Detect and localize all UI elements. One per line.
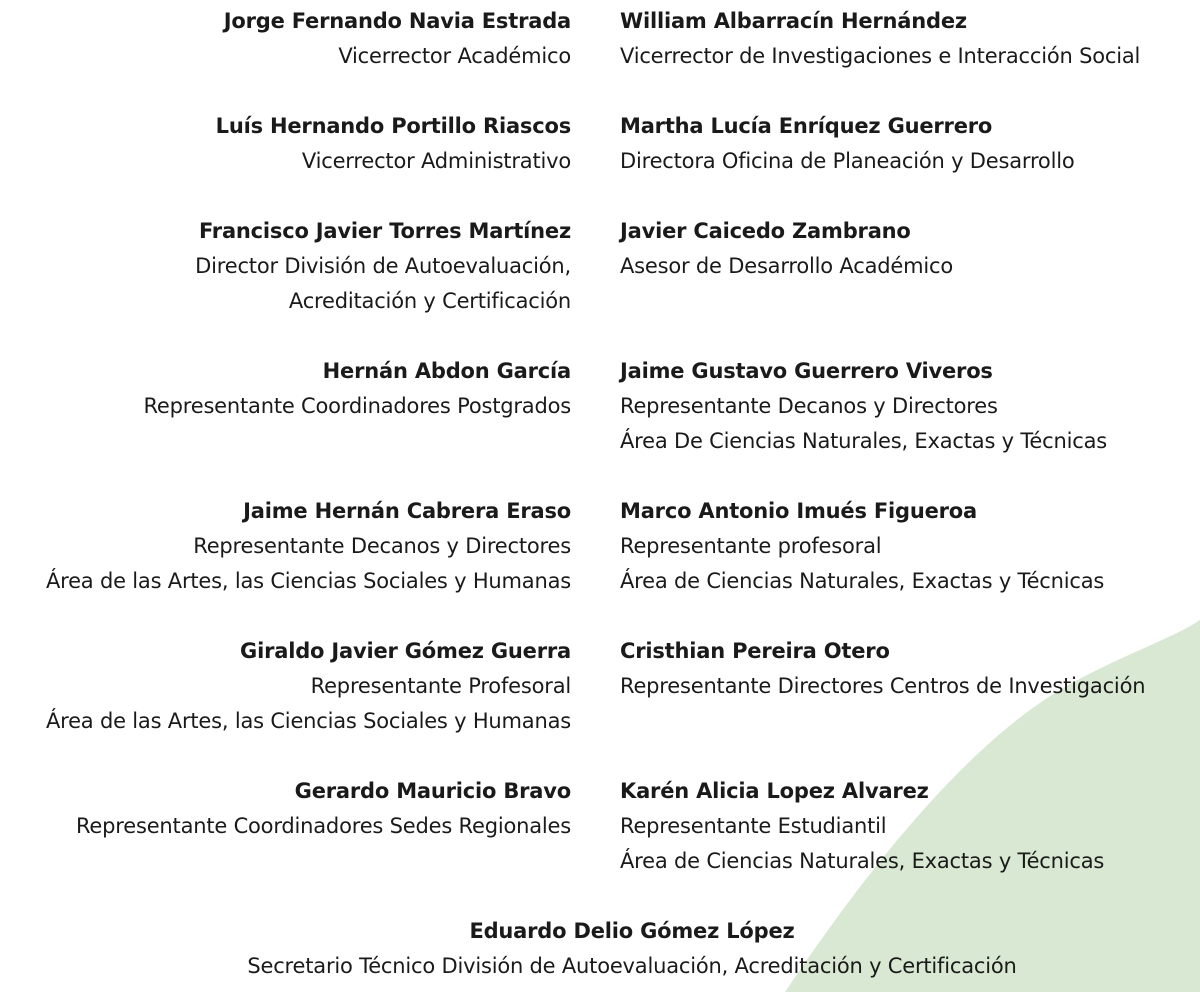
member-role: Área de Ciencias Naturales, Exactas y Técnicas (620, 569, 1105, 593)
member-entry-left (46, 634, 571, 739)
member-name: Javier Caicedo Zambrano (620, 219, 911, 243)
member-role: Vicerrector Académico (338, 44, 571, 68)
member-entry-right (620, 109, 1075, 179)
member-role: Director División de Autoevaluación, (195, 254, 571, 278)
member-entry-right (620, 214, 953, 284)
member-role: Representante Directores Centros de Investigación (620, 674, 1146, 698)
member-name: Giraldo Javier Gómez Guerra (240, 639, 571, 663)
secretary-entry (0, 914, 1200, 984)
member-role: Representante profesoral (620, 534, 882, 558)
member-role: Vicerrector Administrativo (301, 149, 571, 173)
member-role: Representante Decanos y Directores (620, 394, 998, 418)
member-entry-right (620, 354, 1107, 459)
member-role: Área De Ciencias Naturales, Exactas y Técnicas (620, 429, 1107, 453)
member-role: Representante Decanos y Directores (193, 534, 571, 558)
member-name: Francisco Javier Torres Martínez (199, 219, 571, 243)
member-entry-left (143, 354, 571, 424)
member-name: William Albarracín Hernández (620, 9, 967, 33)
member-name: Luís Hernando Portillo Riascos (215, 114, 571, 138)
member-name: Cristhian Pereira Otero (620, 639, 890, 663)
member-entry-left (76, 774, 571, 844)
member-name: Hernán Abdon García (322, 359, 571, 383)
member-role: Área de Ciencias Naturales, Exactas y Técnicas (620, 849, 1105, 873)
member-role: Representante Coordinadores Postgrados (143, 394, 571, 418)
member-name: Jorge Fernando Navia Estrada (223, 9, 571, 33)
member-name: Karén Alicia Lopez Alvarez (620, 779, 929, 803)
member-role: Área de las Artes, las Ciencias Sociales y Humanas (45, 709, 571, 733)
member-role: Representante Profesoral (310, 674, 571, 698)
member-role: Área de las Artes, las Ciencias Sociales y Humanas (45, 569, 571, 593)
member-entry-left (46, 494, 571, 599)
member-role: Directora Oficina de Planeación y Desarrollo (620, 149, 1075, 173)
secretary-role: Secretario Técnico División de Autoevaluación, Acreditación y Certificación (247, 954, 1017, 978)
member-name: Jaime Hernán Cabrera Eraso (243, 499, 571, 523)
member-entry-right (620, 4, 1140, 74)
member-entry-right (620, 634, 1145, 704)
member-entry-left (195, 214, 571, 319)
member-role: Vicerrector de Investigaciones e Interacción Social (620, 44, 1141, 68)
member-name: Jaime Gustavo Guerrero Viveros (620, 359, 993, 383)
member-name: Gerardo Mauricio Bravo (294, 779, 571, 803)
member-role: Representante Estudiantil (620, 814, 887, 838)
member-entry-left (224, 4, 571, 74)
member-entry-right (620, 774, 1104, 879)
member-entry-left (216, 109, 571, 179)
member-name: Martha Lucía Enríquez Guerrero (620, 114, 993, 138)
member-entry-right (620, 494, 1104, 599)
secretary-name: Eduardo Delio Gómez López (469, 919, 795, 943)
member-role: Acreditación y Certificación (288, 289, 571, 313)
member-name: Marco Antonio Imués Figueroa (620, 499, 977, 523)
member-role: Asesor de Desarrollo Académico (620, 254, 953, 278)
member-role: Representante Coordinadores Sedes Regionales (75, 814, 571, 838)
